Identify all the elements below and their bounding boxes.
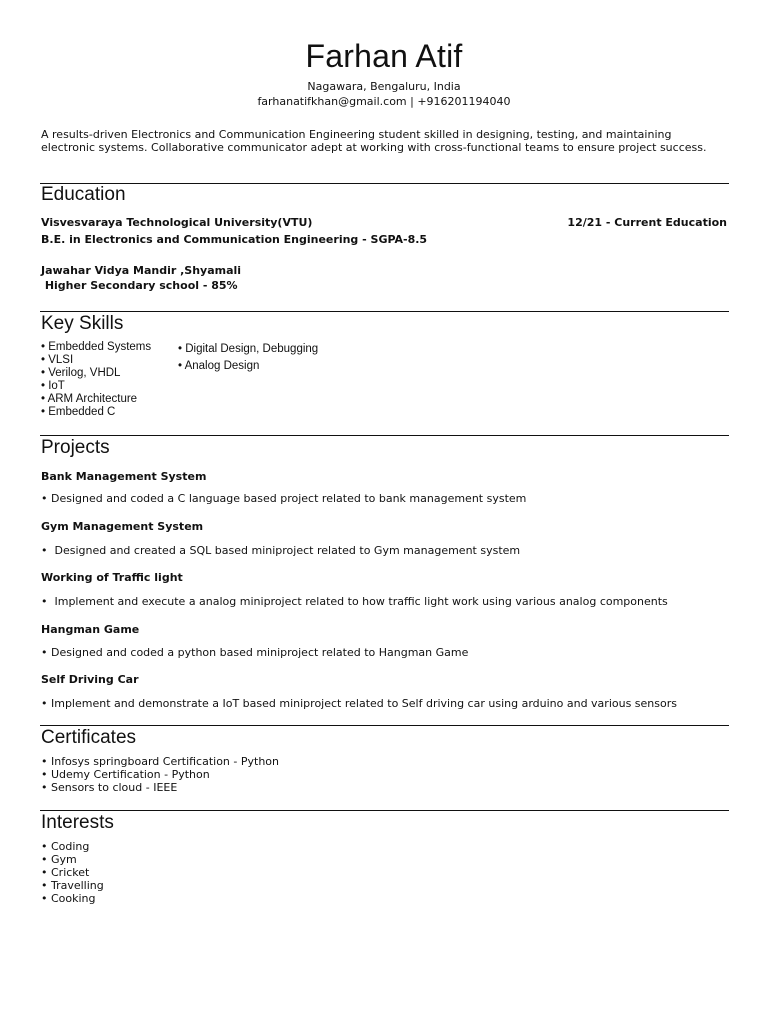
skills-list-col2 xyxy=(178,341,318,375)
project-title: Self Driving Car xyxy=(41,673,139,686)
project-description: • Implement and execute a analog miniproject related to how traffic light work using various analog components xyxy=(41,595,668,608)
skill-item: • Analog Design xyxy=(178,360,260,372)
certificate-item: • Sensors to cloud - IEEE xyxy=(41,781,178,794)
skill-item: • Embedded Systems xyxy=(41,341,152,353)
project-title: Gym Management System xyxy=(41,520,204,533)
skill-item: • Verilog, VHDL xyxy=(41,367,121,379)
skills-list-col1 xyxy=(41,341,151,419)
certificates-heading: Certificates xyxy=(41,727,137,748)
project-description: • Designed and created a SQL based miniproject related to Gym management system xyxy=(41,544,521,557)
section-divider xyxy=(40,183,729,184)
projects-heading: Projects xyxy=(41,437,110,458)
interest-item: • Cooking xyxy=(41,892,96,905)
project-title: Working of Traffic light xyxy=(41,571,183,584)
section-divider xyxy=(40,810,729,811)
certificate-item: • Udemy Certification - Python xyxy=(41,768,210,781)
certificate-item: • Infosys springboard Certification - Python xyxy=(41,755,279,768)
skill-item: • VLSI xyxy=(41,354,74,366)
candidate-name: Farhan Atif xyxy=(305,38,463,74)
project-title: Hangman Game xyxy=(41,623,140,636)
education-institution: Jawahar Vidya Mandir ,Shyamali xyxy=(41,264,242,277)
location: Nagawara, Bengaluru, India xyxy=(307,80,461,93)
education-institution: Visvesvaraya Technological University(VTU) xyxy=(41,216,313,229)
education-degree: Higher Secondary school - 85% xyxy=(41,279,238,292)
project-description: • Implement and demonstrate a IoT based miniproject related to Self driving car using arduino and various sensors xyxy=(41,697,677,710)
interest-item: • Coding xyxy=(41,840,90,853)
contact-info: farhanatifkhan@gmail.com | +916201194040 xyxy=(257,95,511,108)
section-divider xyxy=(40,725,729,726)
interest-item: • Travelling xyxy=(41,879,104,892)
skills-heading: Key Skills xyxy=(41,313,124,334)
summary: A results-driven Electronics and Communication Engineering student skilled in designing, testing, and maintaining electronic systems. Collaborative communicator adept at working with cross-functional teams to ensure project success. xyxy=(41,128,707,154)
interest-item: • Cricket xyxy=(41,866,90,879)
skill-item: • IoT xyxy=(41,380,65,392)
skill-item: • Embedded C xyxy=(41,406,116,418)
project-description: • Designed and coded a python based miniproject related to Hangman Game xyxy=(41,646,469,659)
project-description: • Designed and coded a C language based project related to bank management system xyxy=(41,492,527,505)
section-divider xyxy=(40,435,729,436)
section-divider xyxy=(40,311,729,312)
education-heading: Education xyxy=(41,184,126,205)
interest-item: • Gym xyxy=(41,853,77,866)
interests-list xyxy=(41,840,104,905)
certificates-list xyxy=(41,755,279,794)
education-date: 12/21 - Current Education xyxy=(567,216,727,229)
project-title: Bank Management System xyxy=(41,470,207,483)
skill-item: • Digital Design, Debugging xyxy=(178,343,319,355)
education-degree: B.E. in Electronics and Communication Engineering - SGPA-8.5 xyxy=(41,233,428,246)
interests-heading: Interests xyxy=(41,812,114,833)
skill-item: • ARM Architecture xyxy=(41,393,138,405)
